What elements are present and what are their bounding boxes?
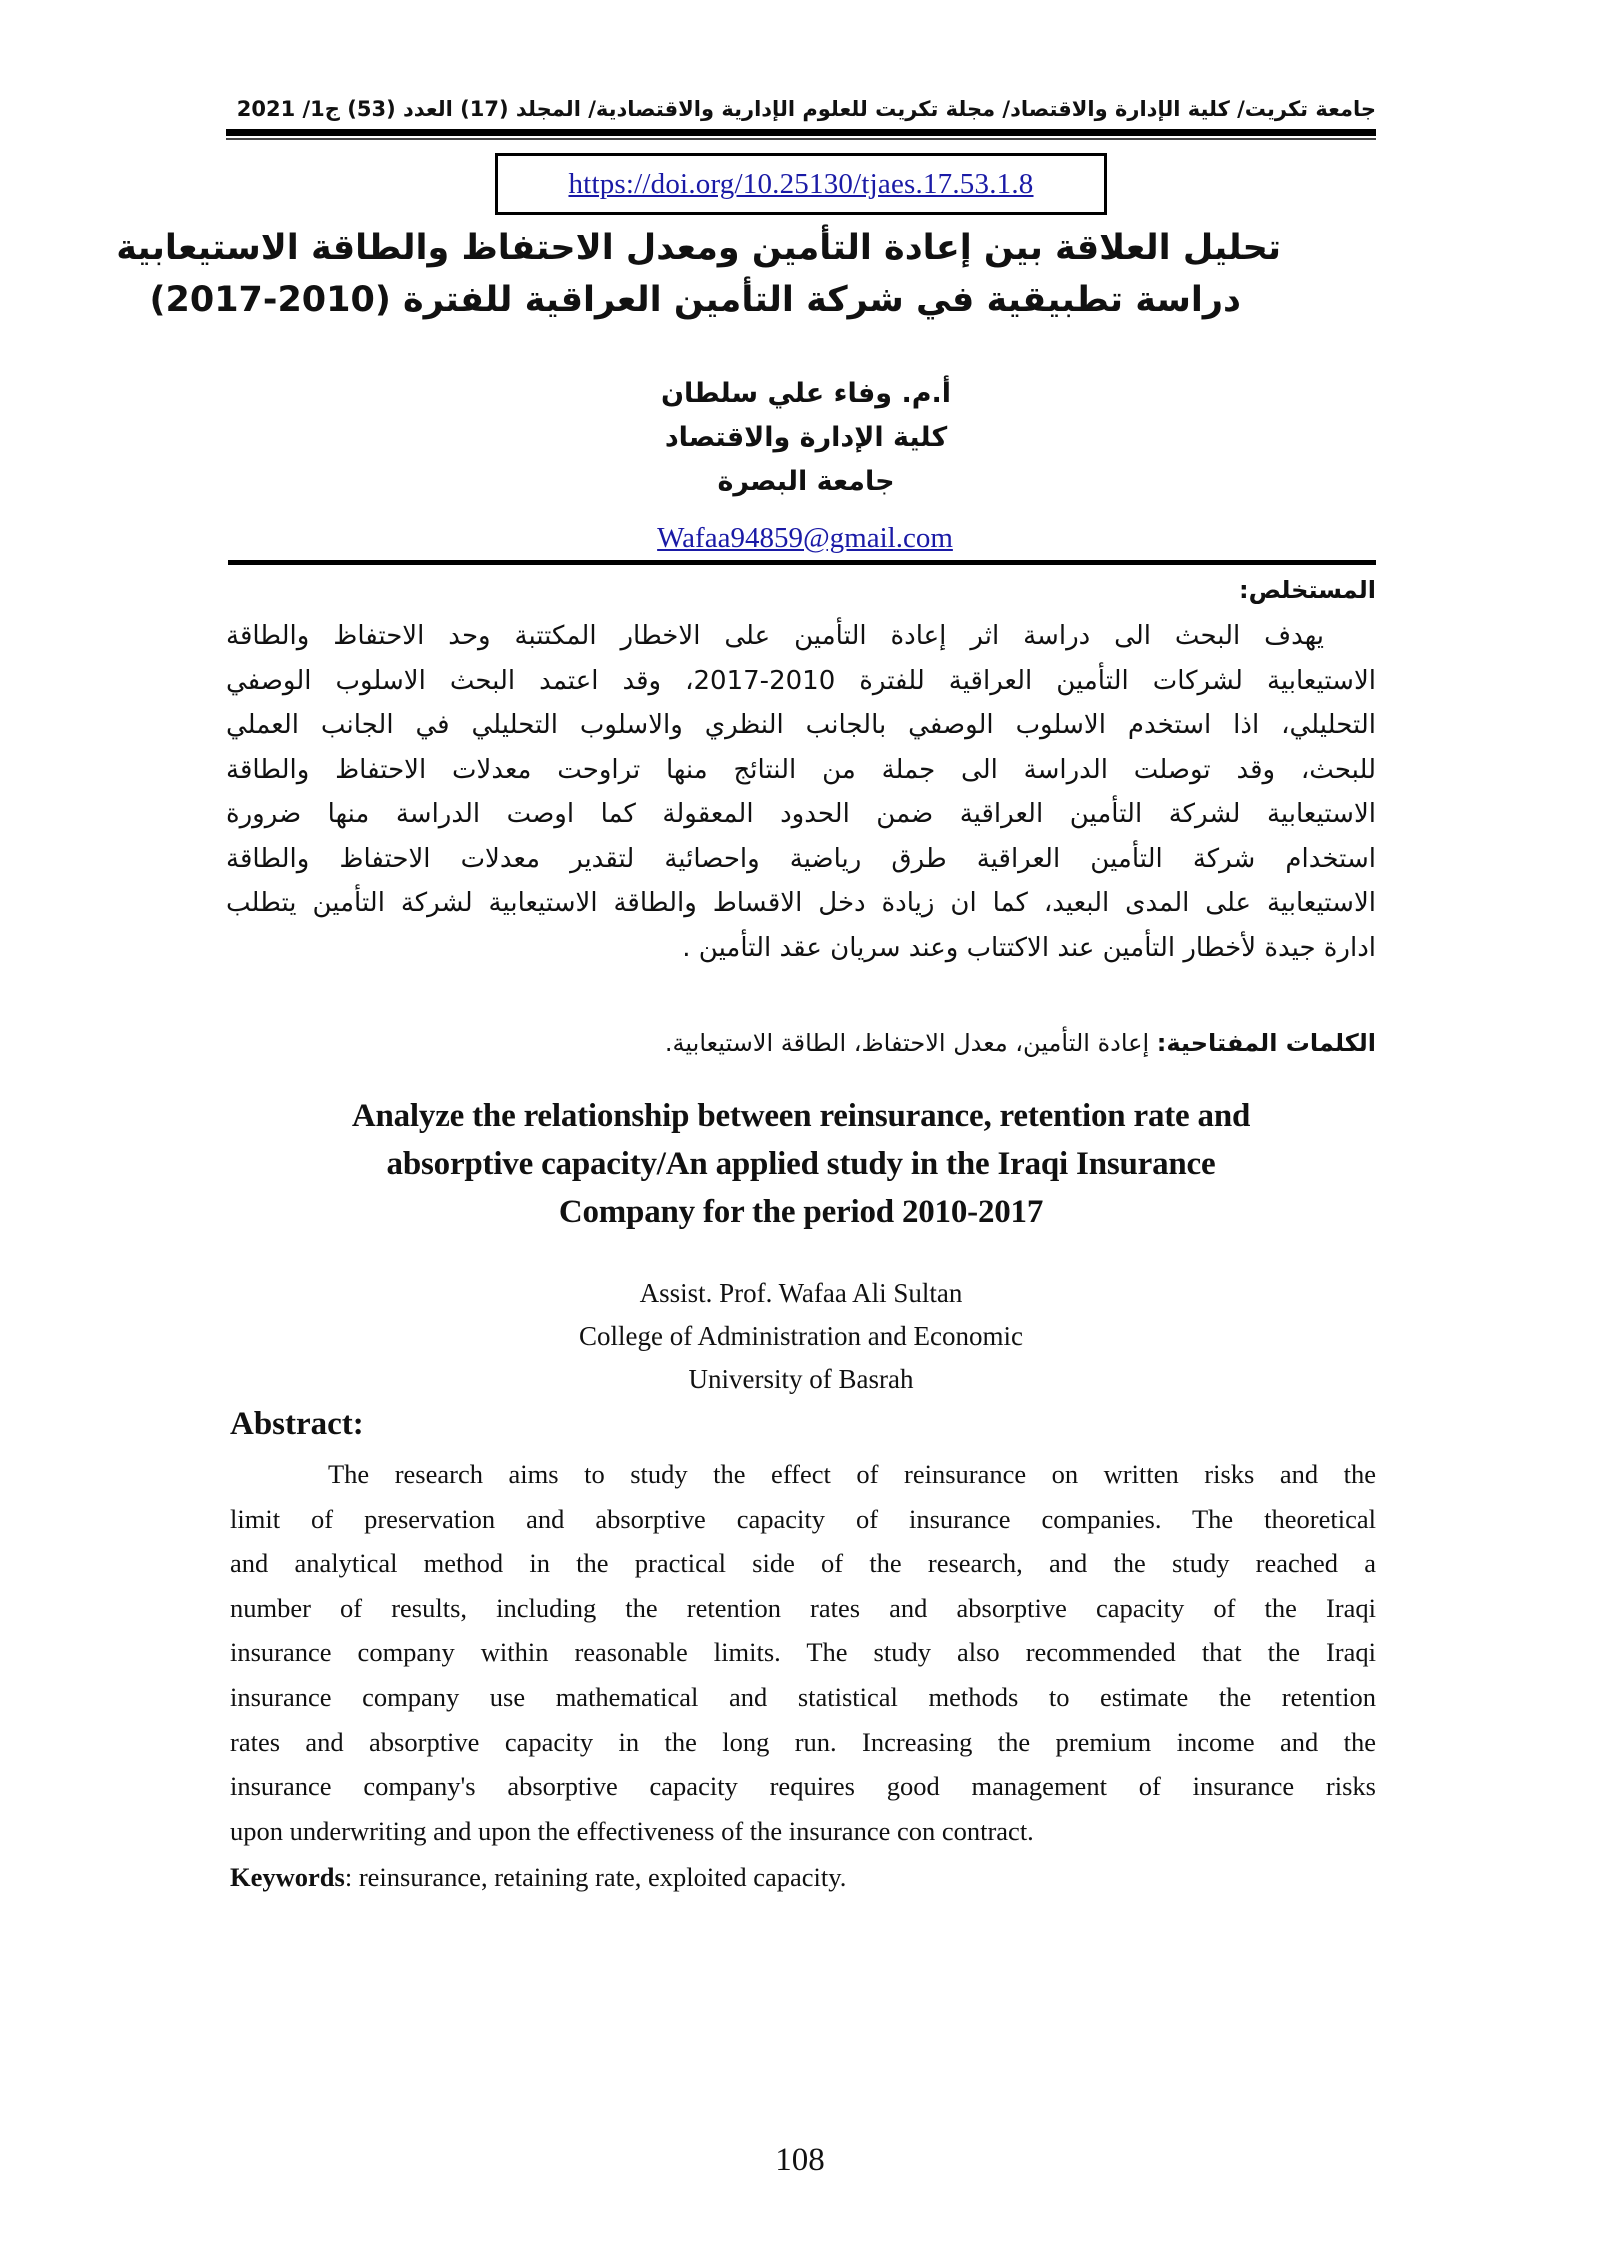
doi-box [495,153,1107,215]
english-abstract-line: number of results, including the retention rates and absorptive capacity of the Iraqi [230,1592,1376,1623]
arabic-abstract-line: استخدام شركة التأمين العراقية طرق رياضية واحصائية لتقدير معدلات الاحتفاظ والطاقة [226,843,1376,874]
english-abstract-line: rates and absorptive capacity in the long run. Increasing the premium income and the [230,1726,1376,1757]
english-title-line: absorptive capacity/An applied study in the Iraqi Insurance [386,1146,1216,1182]
header-rule-thick [226,129,1376,136]
arabic-title-line: دراسة تطبيقية في شركة التأمين العراقية للفترة (2010-2017) [149,280,1241,320]
arabic-abstract-line: للبحث، وقد توصلت الدراسة الى جملة من النتائج منها تراوحت معدلات الاحتفاظ والطاقة [226,754,1376,785]
english-keywords-text: : reinsurance, retaining rate, exploited capacity. [344,1862,847,1892]
arabic-author-name: أ.م. وفاء علي سلطان [661,378,951,409]
arabic-university: جامعة البصرة [717,466,895,497]
arabic-abstract-line: التحليلي، اذا استخدم الاسلوب الوصفي بالجانب النظري والاسلوب التحليلي في الجانب العملي [226,710,1376,740]
arabic-abstract-line: الاستيعابية على المدى البعيد، كما ان زيادة دخل الاقساط والطاقة الاستيعابية لشركة التأمين يتطلب [226,888,1376,918]
doi-link[interactable]: https://doi.org/10.25130/tjaes.17.53.1.8 [568,167,1034,200]
page-number: 108 [775,2142,825,2178]
english-title-line: Analyze the relationship between reinsurance, retention rate and [351,1098,1251,1134]
arabic-keywords [226,1025,1376,1061]
email-block [226,520,1376,556]
arabic-abstract-heading: المستخلص: [1239,576,1376,604]
arabic-keywords-label: الكلمات المفتاحية: [1156,1029,1376,1057]
english-title [226,1092,1376,1236]
arabic-college: كلية الإدارة والاقتصاد [664,422,948,453]
english-university: University of Basrah [688,1364,914,1394]
english-abstract-heading: Abstract: [230,1406,364,1442]
english-abstract [230,1452,1376,1853]
english-keywords [230,1855,846,1899]
arabic-abstract-line: الاستيعابية لشركات التأمين العراقية للفترة 2010-2017، وقد اعتمد البحث الاسلوب الوصفي [226,665,1376,696]
english-abstract-line: limit of preservation and absorptive capacity of insurance companies. The theoretical [230,1503,1376,1534]
arabic-abstract-line: الاستيعابية لشركة التأمين العراقية ضمن الحدود المعقولة كما اوصت الدراسة منها ضرورة [226,799,1376,829]
running-head: جامعة تكريت/ كلية الإدارة والاقتصاد/ مجلة تكريت للعلوم الإدارية والاقتصادية/ المجلد (17) العدد (53) ج1/ 2021 [236,97,1376,121]
arabic-title [116,222,1376,326]
english-title-line: Company for the period 2010-2017 [558,1194,1044,1230]
english-author-block [226,1272,1376,1401]
english-abstract-line: insurance company's absorptive capacity requires good management of insurance risks [230,1771,1376,1802]
arabic-abstract-line: ادارة جيدة لأخطار التأمين عند الاكتتاب وعند سريان عقد التأمين . [682,932,1376,963]
arabic-abstract-line: يهدف البحث الى دراسة اثر إعادة التأمين على الاخطار المكتتبة وحد الاحتفاظ والطاقة [226,621,1324,651]
english-college: College of Administration and Economic [579,1321,1023,1351]
english-abstract-line: insurance company use mathematical and statistical methods to estimate the retention [230,1681,1376,1712]
header-rule-thin [226,138,1376,140]
english-abstract-line: insurance company within reasonable limits. The study also recommended that the Iraqi [230,1637,1376,1668]
arabic-title-line: تحليل العلاقة بين إعادة التأمين ومعدل الاحتفاظ والطاقة الاستيعابية [116,228,1281,268]
author-email-link[interactable]: Wafaa94859@gmail.com [657,522,953,554]
english-abstract-line: The research aims to study the effect of reinsurance on written risks and the [328,1459,1376,1489]
english-author-name: Assist. Prof. Wafaa Ali Sultan [639,1278,963,1308]
arabic-abstract [226,614,1376,970]
english-keywords-label: Keywords [230,1862,345,1892]
arabic-keywords-text: إعادة التأمين، معدل الاحتفاظ، الطاقة الاستيعابية. [664,1029,1157,1057]
section-divider [228,560,1376,565]
english-abstract-line: and analytical method in the practical side of the research, and the study reached a [230,1548,1376,1579]
english-abstract-line: upon underwriting and upon the effectiveness of the insurance con contract. [230,1815,1034,1846]
arabic-author-block [226,372,1376,504]
